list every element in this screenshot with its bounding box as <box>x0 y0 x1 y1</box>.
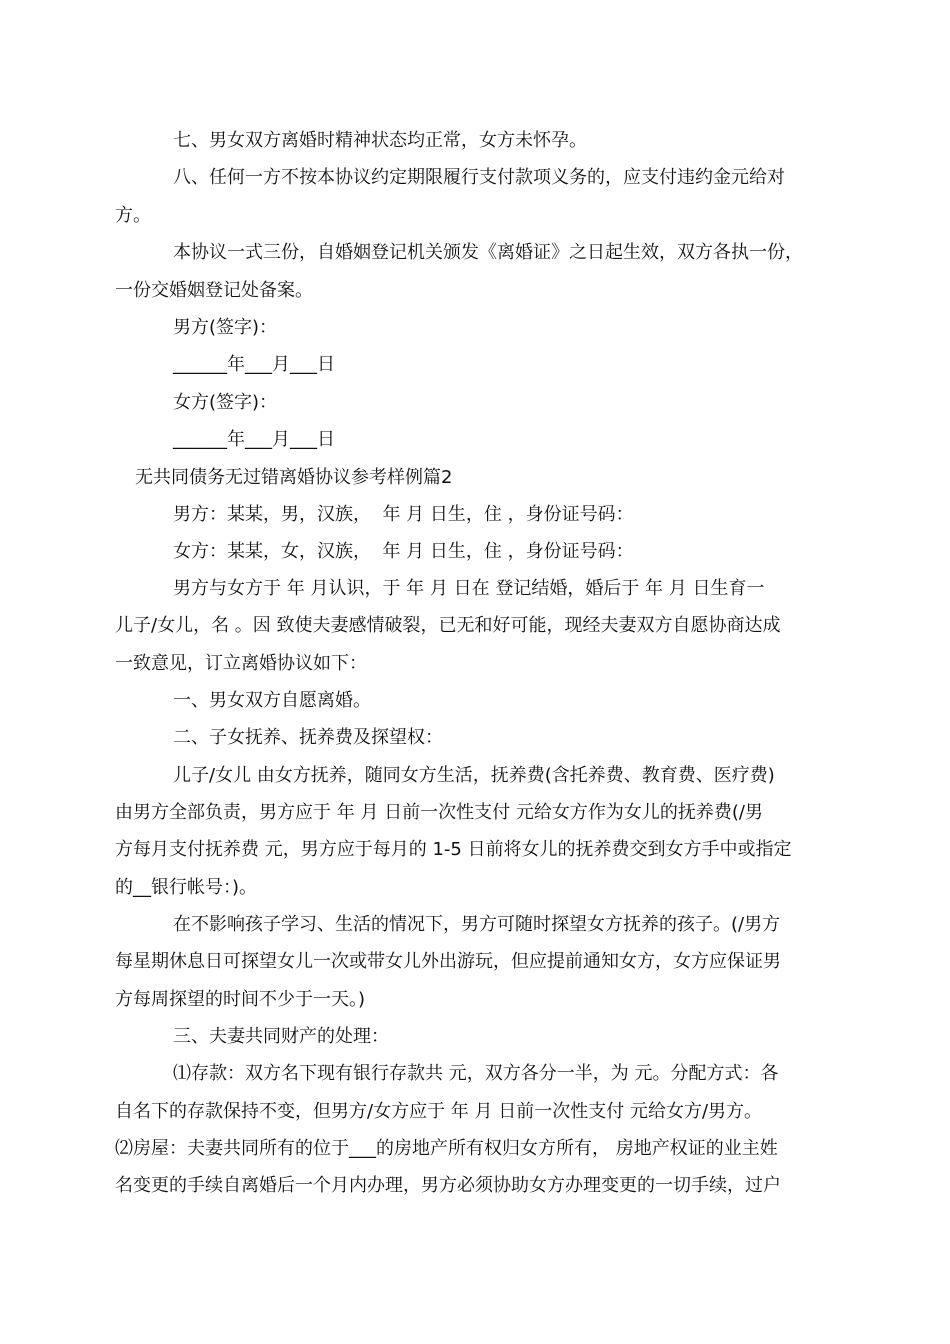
article-1: 一、男女双方自愿离婚。 <box>173 690 371 711</box>
custody-line-3: 方每月支付抚养费 元，男方应于每月的 1-5 日前将女儿的抚养费交到女方手中或指定 <box>115 839 792 860</box>
female-signature-label: 女方(签字)： <box>173 392 278 413</box>
visitation-line-1: 在不影响孩子学习、生活的情况下，男方可随时探望女方抚养的孩子。(/男方 <box>173 914 781 935</box>
visitation-line-2: 每星期休息日可探望女儿一次或带女儿外出游玩，但应提前通知女方，女方应保证男 <box>115 951 781 972</box>
clause-8-line-1: 八、任何一方不按本协议约定期限履行支付款项义务的，应支付违约金元给对 <box>173 167 785 188</box>
custody-line-4: 的__银行帐号：)。 <box>115 877 258 898</box>
custody-line-1: 儿子/女儿 由女方抚养，随同女方生活，抚养费(含托养费、教育费、医疗费) <box>173 765 775 786</box>
deposit-line-1: ⑴存款：双方名下现有银行存款共 元，双方各分一半，为 元。分配方式：各 <box>173 1063 779 1084</box>
male-signature-label: 男方(签字)： <box>173 317 278 338</box>
house-line-2: 名变更的手续自离婚后一个月内办理，男方必须协助女方办理变更的一切手续，过户 <box>115 1175 781 1196</box>
article-3-heading: 三、夫妻共同财产的处理： <box>173 1026 389 1047</box>
article-2-heading: 二、子女抚养、抚养费及探望权： <box>173 727 443 748</box>
female-signature-date: ______年___月___日 <box>173 429 335 450</box>
intro-line-2: 儿子/女儿，名 。因 致使夫妻感情破裂，已无和好可能，现经夫妻双方自愿协商达成 <box>115 615 781 636</box>
male-party-info: 男方：某某，男，汉族， 年 月 日生，住 ，身份证号码： <box>173 504 634 525</box>
intro-line-3: 一致意见，订立离婚协议如下： <box>115 653 367 674</box>
male-signature-date: ______年___月___日 <box>173 354 335 375</box>
section-heading: 无共同债务无过错离婚协议参考样例篇2 <box>135 467 453 488</box>
clause-7: 七、男女双方离婚时精神状态均正常，女方未怀孕。 <box>173 130 587 151</box>
deposit-line-2: 自名下的存款保持不变，但男方/女方应于 年 月 日前一次性支付 元给女方/男方。 <box>115 1101 763 1122</box>
copies-line-1: 本协议一式三份，自婚姻登记机关颁发《离婚证》之日起生效，双方各执一份， <box>173 242 803 263</box>
custody-line-2: 由男方全部负责，男方应于 年 月 日前一次性支付 元给女方作为女儿的抚养费(/男 <box>115 802 763 823</box>
house-line-1: ⑵房屋：夫妻共同所有的位于___的房地产所有权归女方所有， 房地产权证的业主姓 <box>115 1138 778 1159</box>
intro-line-1: 男方与女方于 年 月认识，于 年 月 日在 登记结婚，婚后于 年 月 日生育一 <box>173 578 765 599</box>
copies-line-2: 一份交婚姻登记处备案。 <box>115 280 313 301</box>
female-party-info: 女方：某某，女，汉族， 年 月 日生，住 ，身份证号码： <box>173 541 634 562</box>
visitation-line-3: 方每周探望的时间不少于一天。) <box>115 989 366 1010</box>
clause-8-line-2: 方。 <box>115 205 151 226</box>
